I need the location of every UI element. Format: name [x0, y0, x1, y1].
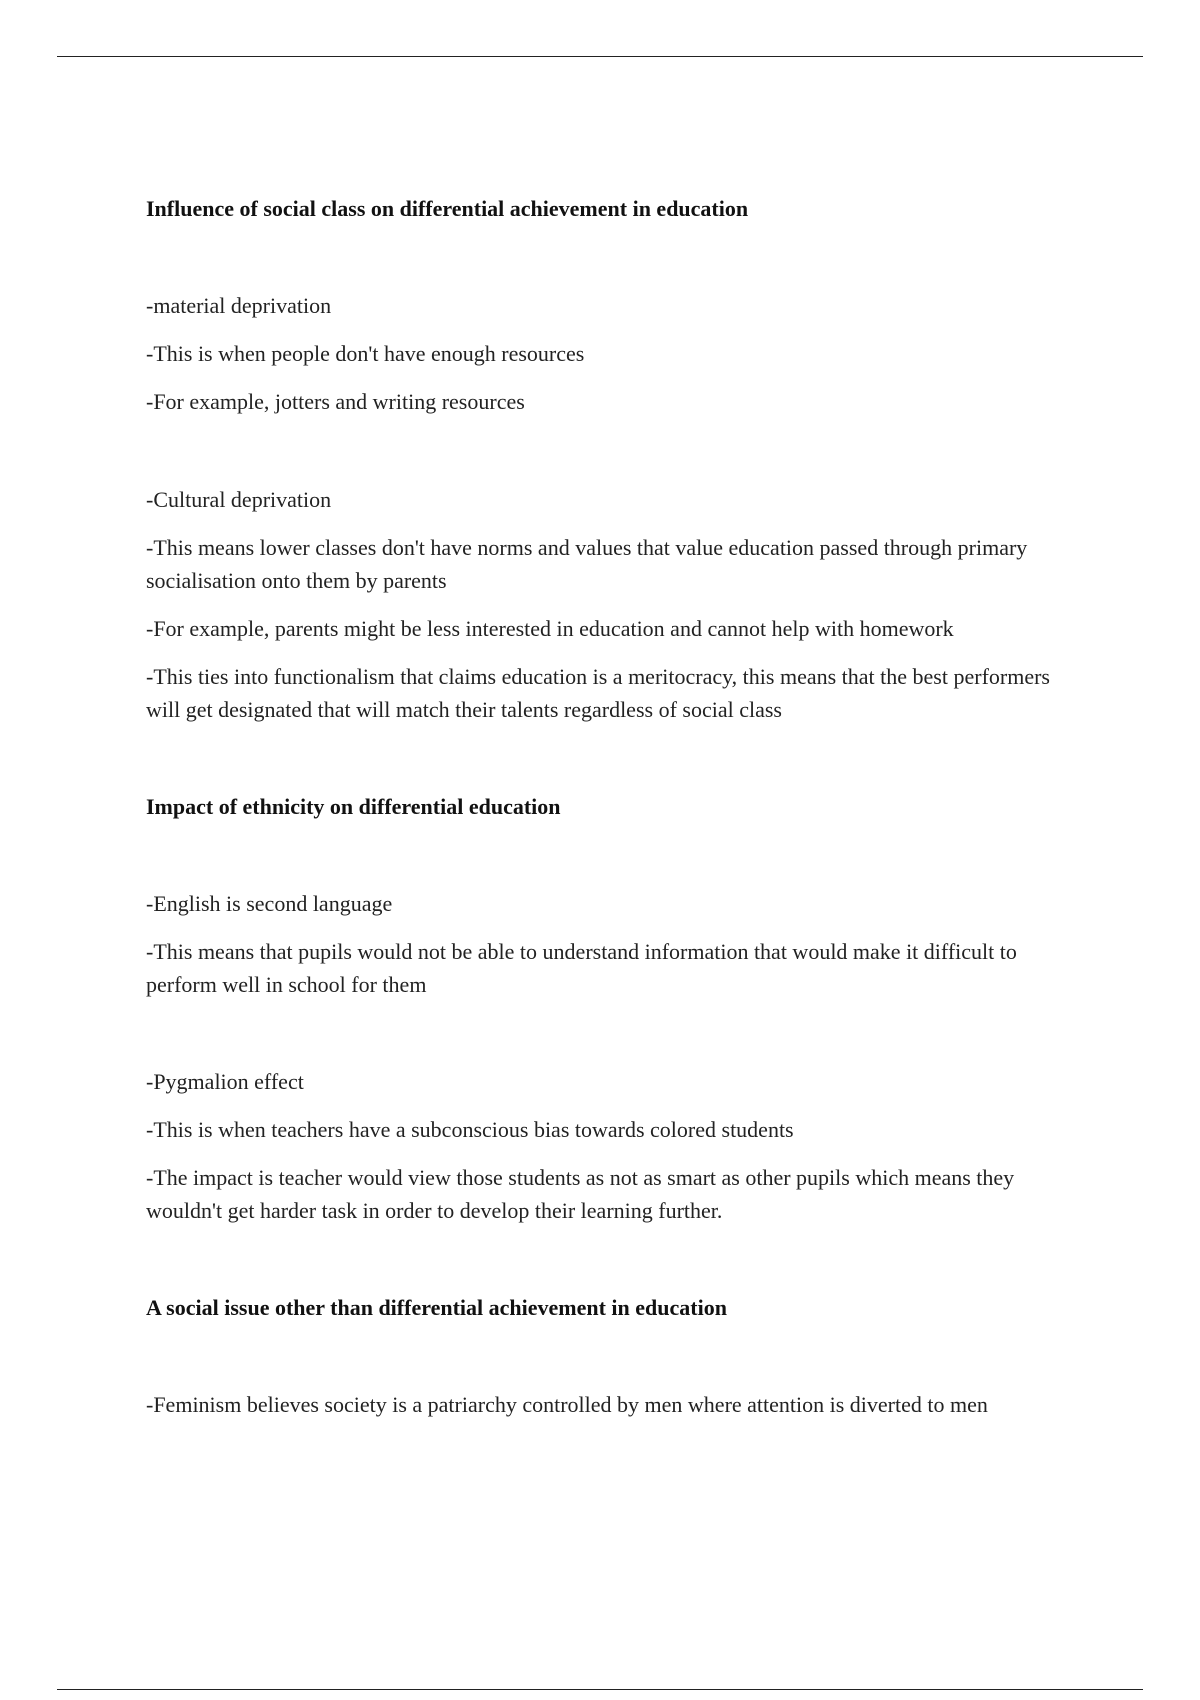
section-heading-ethnicity: Impact of ethnicity on differential education [146, 794, 561, 819]
list-item: -Pygmalion effect [146, 1069, 304, 1094]
list-item: -material deprivation [146, 293, 332, 318]
list-item: -English is second language [146, 891, 393, 916]
section-heading-social-class: Influence of social class on differential achievement in education [146, 196, 749, 221]
section-heading-social-issue: A social issue other than differential achievement in education [146, 1295, 727, 1320]
list-item: -This ties into functionalism that claims education is a meritocracy, this means that the best performers will get designated that will match their talents regardless of social class [146, 664, 1050, 722]
list-item: -This is when teachers have a subconscious bias towards colored students [146, 1117, 794, 1142]
list-item: -This means lower classes don't have norms and values that value education passed through primary socialisation onto them by parents [146, 535, 1028, 593]
list-item: -Cultural deprivation [146, 487, 332, 512]
list-item: -Feminism believes society is a patriarchy controlled by men where attention is diverted to men [146, 1392, 988, 1417]
list-item: -This is when people don't have enough resources [146, 341, 585, 366]
list-item: -This means that pupils would not be able to understand information that would make it difficult to perform well in school for them [146, 939, 1017, 997]
bottom-rule [57, 1689, 1143, 1690]
list-item: -The impact is teacher would view those students as not as smart as other pupils which means they wouldn't get harder task in order to develop their learning further. [146, 1165, 1015, 1223]
list-item: -For example, jotters and writing resources [146, 389, 525, 414]
list-item: -For example, parents might be less interested in education and cannot help with homework [146, 616, 954, 641]
top-rule [57, 56, 1143, 57]
